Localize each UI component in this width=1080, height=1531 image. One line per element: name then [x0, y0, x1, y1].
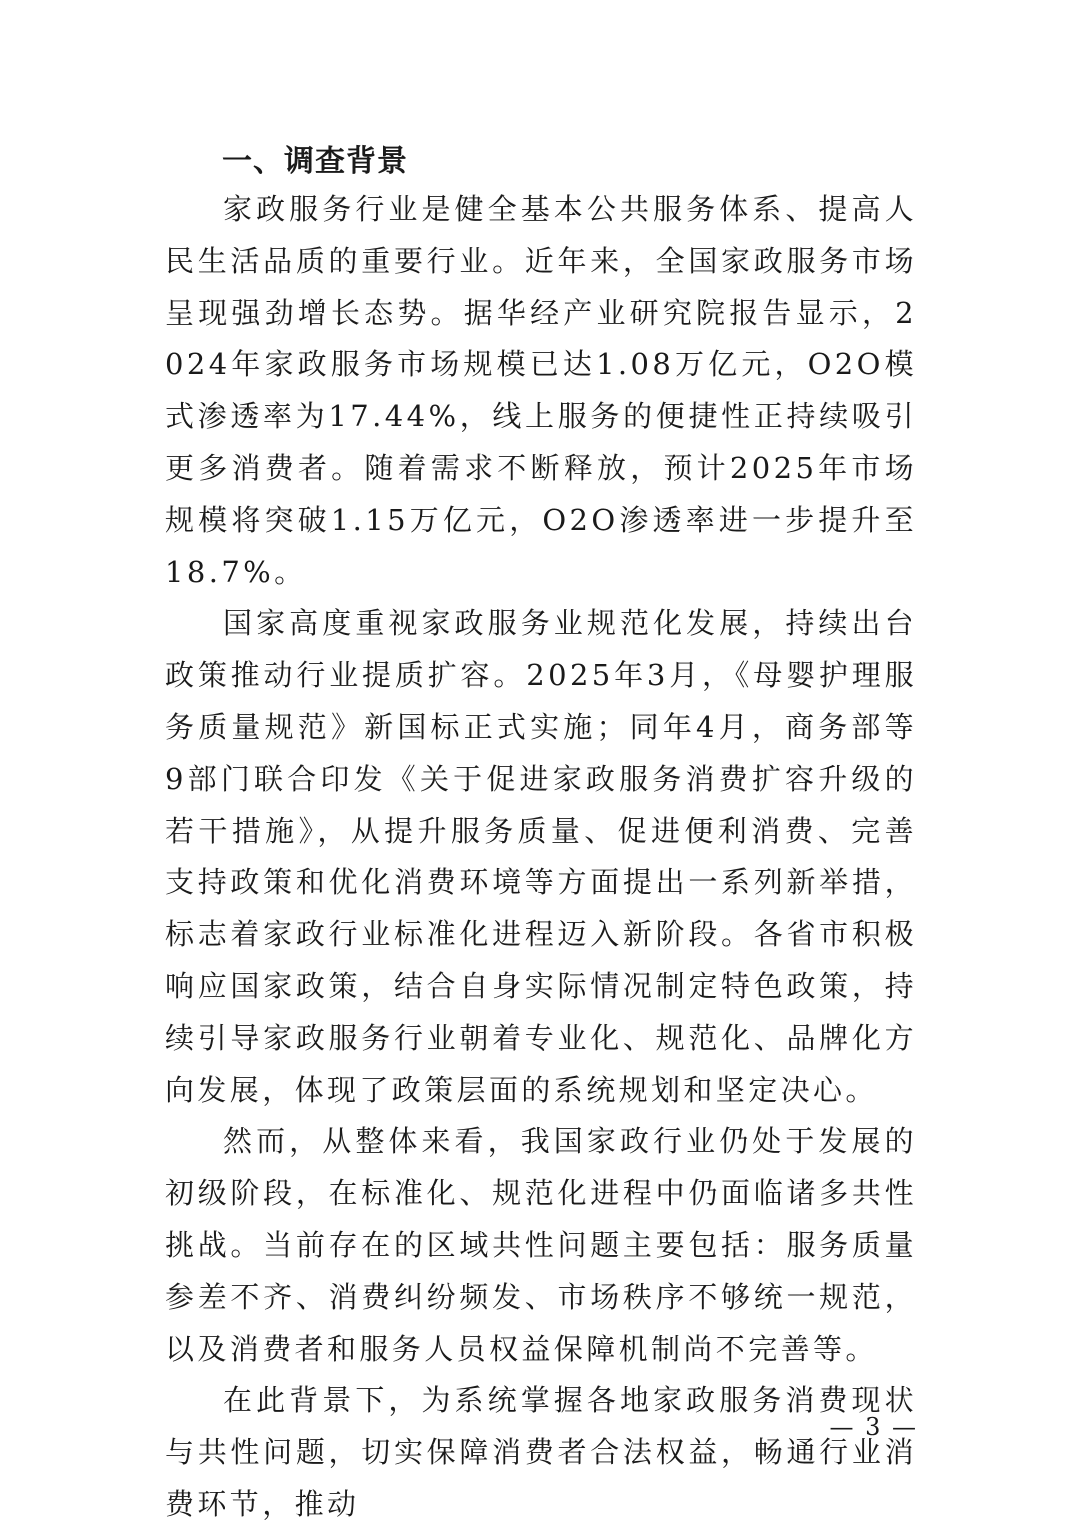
paragraph-market-scale: 家政服务行业是健全基本公共服务体系、提高人民生活品质的重要行业。近年来，全国家政服务市场呈现强劲增长态势。据华经产业研究院报告显示，2024年家政服务市场规模已达1.08万亿元，O2O模式渗透率为17.44%，线上服务的便捷性正持续吸引更多消费者。随着需求不断释放，预计2025年市场规模将突破1.15万亿元，O2O渗透率进一步提升至18.7%。	[165, 192, 917, 589]
paragraph-survey-purpose: 在此背景下，为系统掌握各地家政服务消费现状与共性问题，切实保障消费者合法权益，畅通行业消费环节，推动	[165, 1383, 917, 1521]
paragraph-policy: 国家高度重视家政服务业规范化发展，持续出台政策推动行业提质扩容。2025年3月，《母婴护理服务质量规范》新国标正式实施；同年4月，商务部等9部门联合印发《关于促进家政服务消费扩容升级的若干措施》，从提升服务质量、促进便利消费、完善支持政策和优化消费环境等方面提出一系列新举措，标志着家政行业标准化进程迈入新阶段。各省市积极响应国家政策，结合自身实际情况制定特色政策，持续引导家政服务行业朝着专业化、规范化、品牌化方向发展，体现了政策层面的系统规划和坚定决心。	[165, 606, 917, 1107]
body-text	[165, 184, 917, 1531]
section-heading: 一、调查背景	[222, 144, 408, 179]
page-number: — 3 —	[829, 1413, 918, 1441]
paragraph-challenges: 然而，从整体来看，我国家政行业仍处于发展的初级阶段，在标准化、规范化进程中仍面临诸多共性挑战。当前存在的区域共性问题主要包括：服务质量参差不齐、消费纠纷频发、市场秩序不够统一规范，以及消费者和服务人员权益保障机制尚不完善等。	[165, 1124, 917, 1366]
